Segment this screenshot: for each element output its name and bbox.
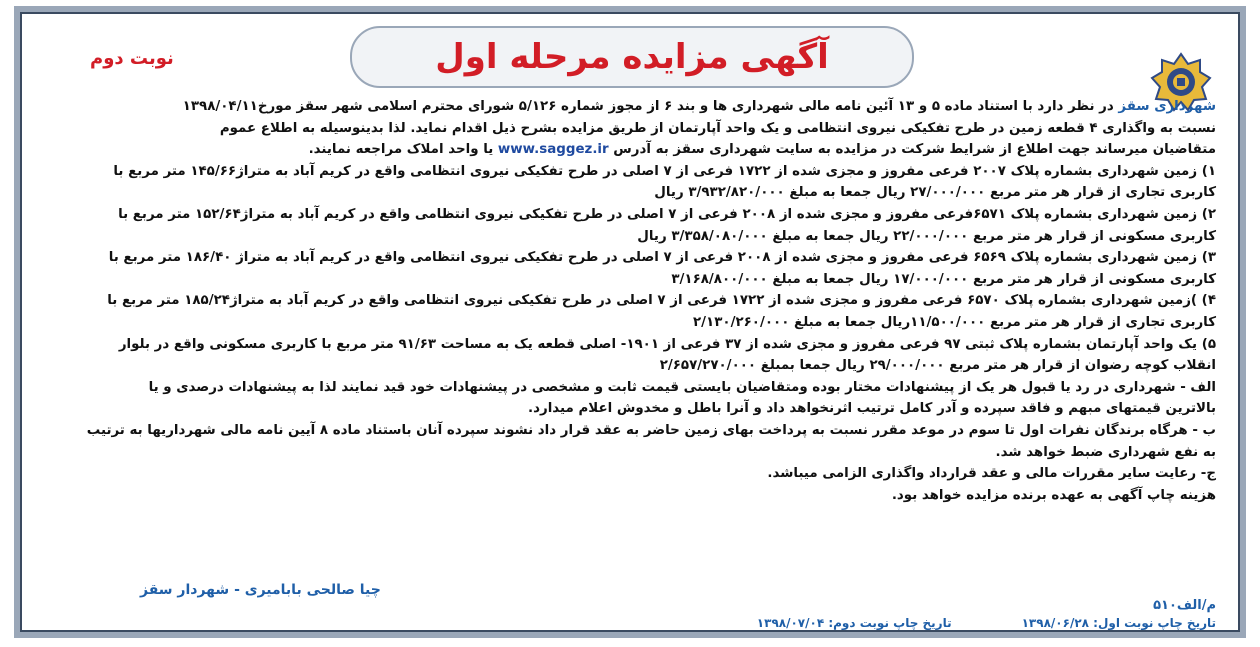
note-alef-line-1: الف - شهرداری در رد یا قبول هر یک از پیشنهادات مختار بوده ومتقاضیان بایستی قیمت ثابت و مشخصی در پیشنهادات خود قید نمایند لذا به پیشنهادات درصدی و یا [148, 379, 1216, 395]
notice-document [20, 12, 1240, 632]
website-link[interactable]: www.saggez.ir [497, 142, 609, 158]
first-print-date: تاریخ چاپ نوبت اول: ۱۳۹۸/۰۶/۲۸ [1021, 616, 1216, 630]
notice-code: م/الف۵۱۰ [1153, 598, 1216, 613]
mayor-signature: چیا صالحی بابامیری - شهردار سقز [140, 582, 381, 598]
item-2-line-1: ۲) زمین شهرداری بشماره پلاک ۶۵۷۱فرعی مفروز و مجزی شده از ۲۰۰۸ فرعی از ۷ اصلی در طرح تفکیکی نیروی انتظامی واقع در کریم آباد به متراژ۱۵۲/۶۴ متر مربع با [118, 206, 1216, 222]
item-1-line-2: کاربری تجاری از قرار هر متر مربع ۲۷/۰۰۰/۰۰۰ ریال جمعا به مبلغ ۳/۹۳۲/۸۲۰/۰۰۰ ریال [654, 185, 1216, 201]
intro-line-2: نسبت به واگذاری ۴ قطعه زمین در طرح تفکیکی نیروی انتظامی و یک واحد آپارتمان از طریق مزایده بشرح ذیل اقدام نماید. لذا بدینوسیله به اطلاع عموم [219, 120, 1216, 136]
note-jim: ج- رعایت سایر مقررات مالی و عقد قرارداد واگذاری الزامی میباشد. [767, 466, 1216, 482]
item-1-line-1: ۱) زمین شهرداری بشماره پلاک ۲۰۰۷ فرعی مفروز و مجزی شده از ۱۷۲۲ فرعی از ۷ اصلی در طرح تفکیکی نیروی انتظامی واقع در کریم آباد به متراژ۱۴۵/۶۶ متر مربع با [113, 163, 1216, 179]
item-5-line-2: انقلاب کوچه رضوان از قرار هر متر مربع ۲۹/۰۰۰/۰۰۰ ریال جمعا بمبلغ ۲/۶۵۷/۲۷۰/۰۰۰ [659, 358, 1216, 374]
item-3-line-2: کاربری مسکونی از قرار هر متر مربع ۱۷/۰۰۰/۰۰۰ ریال جمعا به مبلغ ۳/۱۶۸/۸۰۰/۰۰۰ [671, 271, 1216, 287]
intro-line-3: متقاضیان میرساند جهت اطلاع از شرایط شرکت در مزایده به سایت شهرداری سقز به آدرس www.saggez.ir یا واحد املاک مراجعه نمایند. [308, 142, 1216, 158]
item-4-line-2: کاربری تجاری از قرار هر متر مربع ۱۱/۵۰۰/۰۰۰ریال جمعا به مبلغ ۲/۱۳۰/۲۶۰/۰۰۰ [692, 314, 1216, 330]
round-label: نوبت دوم [90, 48, 174, 69]
intro-line-1: شهرداری سقز در نظر دارد با استناد ماده ۵ و ۱۳ آئین نامه مالی شهرداری ها و بند ۶ از مجوز شماره ۵/۱۲۶ شورای محترم اسلامی شهر سقز مورخ۱۳۹۸/۰۴/۱۱ [182, 99, 1216, 114]
second-print-date: تاریخ چاپ نوبت دوم: ۱۳۹۸/۰۷/۰۴ [756, 616, 952, 630]
note-cost: هزینه چاپ آگهی به عهده برنده مزایده خواهد بود. [891, 487, 1216, 503]
item-5-line-1: ۵) یک واحد آپارتمان بشماره پلاک ثبتی ۹۷ فرعی مفروز و مجزی شده از ۳۷ فرعی از ۱۹۰۱- اصلی قطعه یک به مساحت ۹۱/۶۳ متر مربع با کاربری مسکونی واقع در بلوار [118, 336, 1216, 352]
item-3-line-1: ۳) زمین شهرداری بشماره پلاک ۶۵۶۹ فرعی مفروز و مجزی شده از ۲۰۰۸ فرعی از ۷ اصلی در طرح تفکیکی نیروی انتظامی واقع در کریم آباد به متراژ ۱۸۶/۴۰ متر مربع با [108, 250, 1216, 266]
notes [42, 377, 1216, 507]
item-2-line-2: کاربری مسکونی از قرار هر متر مربع ۲۲/۰۰۰/۰۰۰ ریال جمعا به مبلغ ۳/۳۵۸/۰۸۰/۰۰۰ ریال [637, 228, 1216, 244]
notice-title: آگهی مزایده مرحله اول [435, 37, 829, 77]
print-dates [757, 616, 1216, 630]
item-4-line-1: ۴) )زمین شهرداری بشماره پلاک ۶۵۷۰ فرعی مفروز و مجزی شده از ۱۷۲۲ فرعی از ۷ اصلی در طرح تفکیکی نیروی انتظامی واقع در کریم آباد به متراژ۱۸۵/۲۴ متر مربع با [107, 293, 1216, 309]
note-be-line-1: ب - هرگاه برندگان نفرات اول تا سوم در موعد مقرر نسبت به پرداخت بهای زمین حاضر به عقد قرار داد نشوند سپرده آنان باستناد ماده ۸ آیین نامه مالی شهرداریها به ترتیب [86, 422, 1216, 438]
org-name: شهرداری سقز [1118, 99, 1216, 114]
note-be-line-2: به نفع شهرداری ضبط خواهد شد. [995, 444, 1216, 460]
note-alef-line-2: بالاترین قیمتهای مبهم و فاقد سپرده و آدر کامل ترتیب اثرنخواهد داد و آنرا باطل و مخدوش اعلام میدارد. [528, 401, 1216, 417]
notice-body [42, 96, 1216, 506]
title-banner [350, 26, 914, 88]
notice-frame [14, 6, 1246, 638]
